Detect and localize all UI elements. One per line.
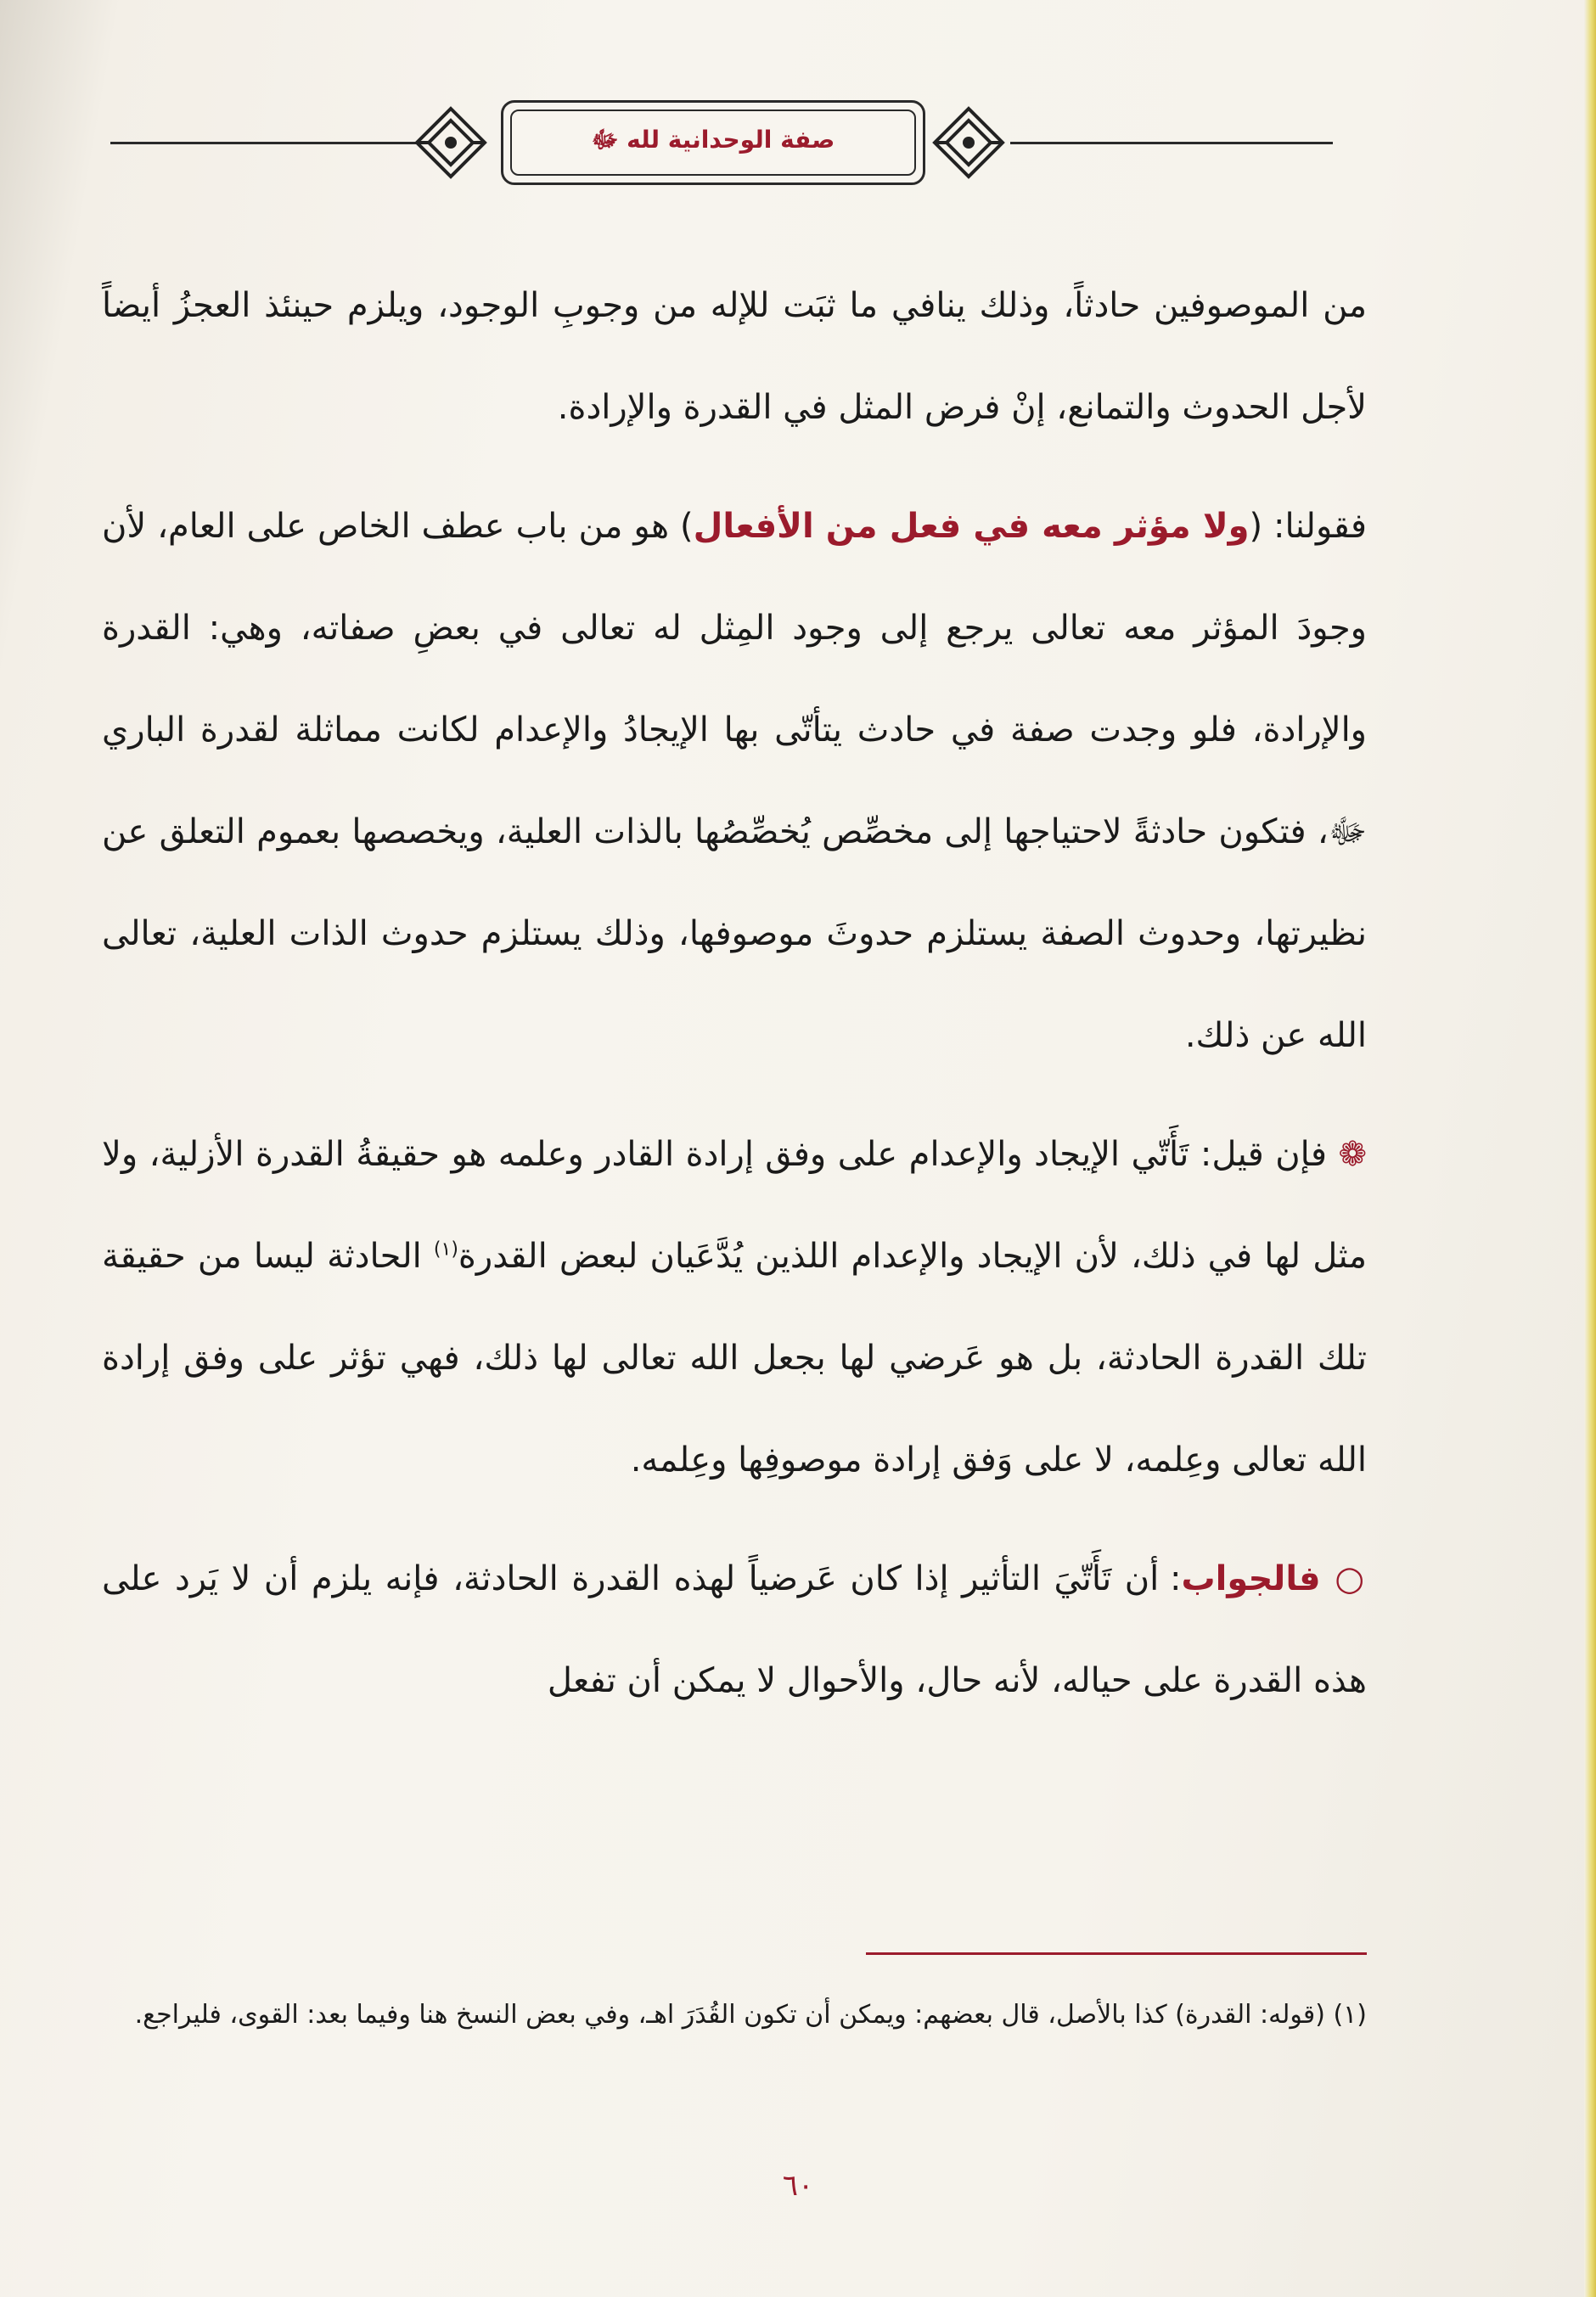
footnote-1: (١) (قوله: القدرة) كذا بالأصل، قال بعضهم: ويمكن أن تكون القُدَرَ اهـ، وفي بعض النسخ هنا وفيما بعد: القوى، فليراجع. xyxy=(134,2000,1367,2030)
running-title: صفة الوحدانية لله ﷻ xyxy=(591,126,835,154)
paragraph-3 xyxy=(102,1104,1367,1511)
answer-mark-icon: ○ xyxy=(1335,1559,1368,1598)
ornament-left-icon xyxy=(412,104,490,182)
footnotes xyxy=(102,1991,1367,2040)
paragraph-2 xyxy=(102,475,1367,1087)
page-edge xyxy=(1584,0,1596,2297)
page-header xyxy=(110,59,1333,221)
title-cartouche-inner xyxy=(510,110,916,176)
paragraph-2-rest: ) هو من باب عطف الخاص على العام، لأن وجودَ المؤثر معه تعالى يرجع إلى وجود المِثل له تعالى في بعضِ صفاته، وهي: القدرة والإرادة، فلو وجدت صفة في حادث يتأتّى بها الإيجادُ والإعدام لكانت مماثلة لقدرة الباري ﷻ، فتكون حادثةً لاحتياجها إلى مخصِّص يُخصِّصُها بالذات العلية، ويخصصها بعموم التعلق عن نظيرتها، وحدوث الصفة يستلزم حدوثَ موصوفها، وذلك يستلزم حدوث الذات العلية، تعالى الله عن ذلك. xyxy=(102,507,1367,1055)
paragraph-1 xyxy=(102,255,1367,458)
quoted-matn: ولا مؤثر معه في فعل من الأفعال xyxy=(693,507,1250,546)
footnote-reference[interactable]: (١) xyxy=(433,1238,458,1261)
page-number: ٦٠ xyxy=(782,2169,814,2203)
header-rule-right xyxy=(1010,142,1333,144)
main-text xyxy=(102,255,1367,1732)
header-rule-left xyxy=(110,142,416,144)
paragraph-4-text: : أن تَأَتّيَ التأثير إذا كان عَرضياً لهذه القدرة الحادثة، فإنه يلزم أن لا يَرد على هذه القدرة على حياله، لأنه حال، والأحوال لا يمكن أن تفعل xyxy=(102,1559,1367,1700)
ornament-right-icon xyxy=(930,104,1008,182)
paragraph-2-lead: فقولنا: ( xyxy=(1249,507,1367,546)
paragraph-3-text-b: الحادثة ليسا من حقيقة تلك القدرة الحادثة، بل هو عَرضي لها بجعل الله تعالى لها ذلك، فهي تؤثر على وفق إرادة الله تعالى وعِلمه، لا على وَفق إرادة موصوفِها وعِلمه. xyxy=(102,1237,1367,1480)
paragraph-4 xyxy=(102,1528,1367,1732)
footnote-separator xyxy=(866,1952,1367,1955)
title-cartouche xyxy=(501,100,925,185)
answer-label: فالجواب xyxy=(1181,1559,1335,1598)
paragraph-1-text: من الموصوفين حادثاً، وذلك ينافي ما ثبَت للإله من وجوبِ الوجود، ويلزم حينئذ العجزُ أيضاً لأجل الحدوث والتمانع، إنْ فرض المثل في القدرة والإرادة. xyxy=(102,286,1367,427)
objection-mark-icon: ❁ xyxy=(1338,1135,1367,1174)
paragraph-3-text-a: فإن قيل: تَأَتّي الإيجاد والإعدام على وفق إرادة القادر وعلمه هو حقيقةُ القدرة الأزلية، ولا مثل لها في ذلك، لأن الإيجاد والإعدام اللذين يُدَّعَيان لبعض القدرة xyxy=(102,1135,1367,1276)
